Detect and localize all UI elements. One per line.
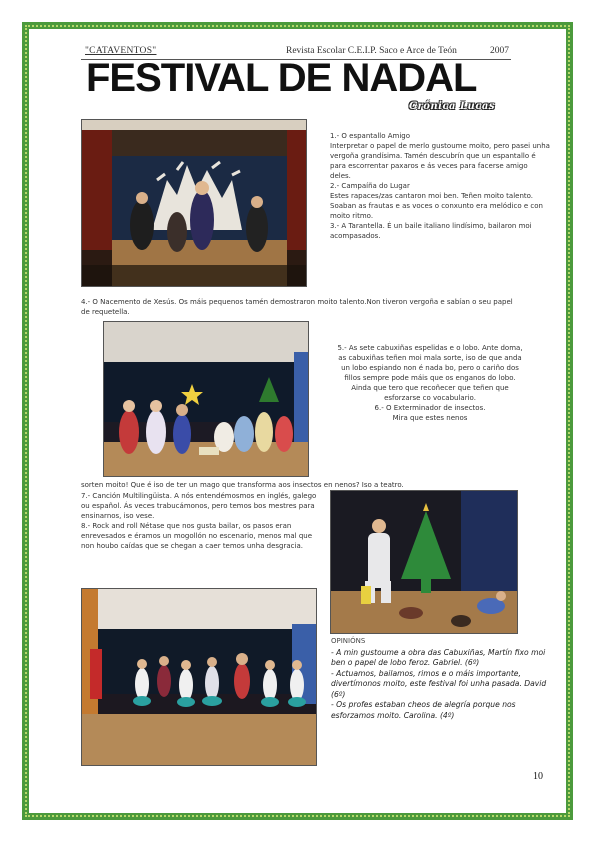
text-block-acts-1-3 [330, 131, 550, 241]
photo-scarecrow-play-image [82, 120, 307, 287]
publication-year: 2007 [490, 46, 509, 56]
act-6-title: 6.- O Exterminador de insectos. [374, 404, 486, 412]
act-3-text: 3.- A Tarantella. É un baile italiano lindísimo, bailaron moi acompasados. [330, 222, 532, 240]
photo-rock-and-roll-dance [81, 588, 317, 766]
opinion-item: - Actuamos, bailamos, rimos e o máis importante, divertímonos moito, este festival foi unha pasada. David (6º) [331, 668, 547, 699]
opinion-item: - A min gustoume a obra das Cabuxiñas, Martín fixo moi ben o papel de lobo feroz. Gabriel. (6º) [331, 647, 546, 667]
act-2-text: Estes rapaces/zas cantaron moi ben. Teñen moito talento. Soaban as frautas e as voces o conxunto era melódico e con moito ritmo. [330, 192, 543, 220]
photo-exterminator-image [331, 491, 518, 634]
opinion-item: - Os profes estaban cheos de alegría porque nos esforzamos moito. Carolina. (4º) [331, 700, 516, 720]
act-1-text: Interpretar o papel de merlo gustoume moito, pero pasei unha vergoña grandísima. Tamén descubrín que un espantallo é para escorrentar paxaros e ás veces para facerse amigo deles. [330, 142, 550, 180]
act-6-text-start: Mira que estes nenos [392, 414, 468, 422]
photo-scarecrow-play [81, 119, 307, 287]
opinions-heading: OPINIÓNS [331, 637, 366, 645]
text-block-acts-7-8 [81, 491, 321, 551]
text-block-acts-5-6 [337, 343, 523, 423]
photo-exterminator-play [330, 490, 518, 634]
page-number: 10 [533, 771, 543, 782]
photo-dance-image [82, 589, 317, 766]
act-5-text: 5.- As sete cabuxiñas espelidas e o lobo. Ante doma, as cabuxiñas teñen moi mala sorte, iso de que anda un lobo espiando non é nada bo, pero o cariño dos fillos sempre pode máis que os enganos do lobo. Ainda que tero que recoñecer que teñen que esforzarse co vocabulario. [337, 344, 523, 402]
act-8-text: 8.- Rock and roll Nétase que nos gusta bailar, os pasos eran enrevesados e éramos un mogollón no escenario, menos mal que non houbo caídas que se chegan a caer temos unha desgracia. [81, 522, 313, 550]
publication-name: "CATAVENTOS" [85, 46, 157, 56]
school-name: Revista Escolar C.E.I.P. Saco e Arce de Teón [286, 46, 457, 56]
opinions-section [331, 636, 553, 721]
text-block-act-6-continued: sorten moito! Que é iso de ter un mago que transforma aos insectos en nenos? Iso a teatro. [81, 481, 404, 489]
page-title: FESTIVAL DE NADAL [86, 56, 477, 100]
text-block-act-4: 4.- O Nacemento de Xesús. Os máis pequenos tamén demostraron moito talento.Non tiveron vergoña e sabían o seu papel de requetella. [81, 298, 513, 316]
photo-nativity-scene [103, 321, 309, 477]
act-1-title: 1.- O espantallo Amigo [330, 132, 410, 140]
act-2-title: 2.- Campaíña do Lugar [330, 182, 410, 190]
act-7-text: 7.- Canción Multilingüista. A nós entendémosmos en inglés, galego ou español. Ás veces trabucámonos, pero temos bos mestres para ensinarnos, iso vese. [81, 492, 317, 520]
article-byline: Crónica Lucas [409, 101, 496, 112]
photo-nativity-image [104, 322, 309, 477]
